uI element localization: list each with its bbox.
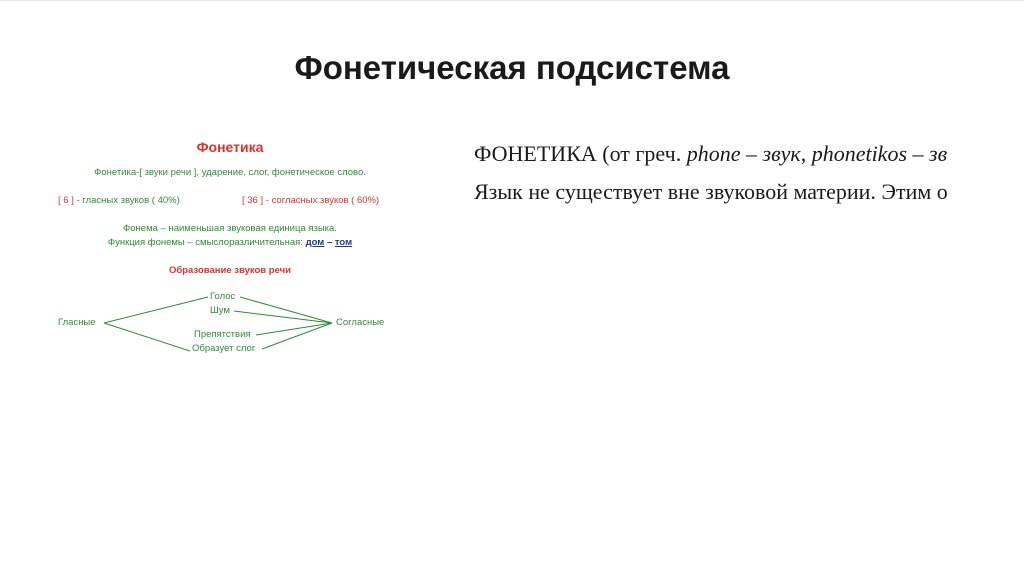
- vowels-count: [ 6 ]: [58, 195, 74, 206]
- example-word-2: том: [334, 237, 353, 248]
- vowels-text: - гласных звуков ( 40%): [76, 195, 180, 206]
- phoneme-function: [50, 237, 410, 248]
- feature-syllable: Образует слог: [192, 343, 256, 354]
- text-zvuk: звук: [762, 141, 801, 166]
- feature-noise: Шум: [210, 305, 230, 316]
- line-vowels-voice: [104, 297, 208, 323]
- line-noise-consonants: [234, 311, 332, 323]
- feature-voice: Голос: [210, 291, 236, 302]
- example-word-1: дом: [305, 237, 325, 248]
- formation-heading: Образование звуков речи: [169, 265, 291, 276]
- consonants-label: Согласные: [336, 317, 385, 328]
- text-phone: phone: [686, 141, 741, 166]
- consonants-text: - согласных звуков ( 60%): [265, 195, 380, 206]
- line-vowels-syllable: [104, 323, 190, 351]
- text-line-1: [474, 135, 1024, 173]
- consonants-stat: [242, 195, 379, 206]
- line-syllable-consonants: [262, 323, 332, 349]
- line-voice-consonants: [240, 297, 332, 323]
- example-separator: –: [326, 237, 333, 248]
- text-dash-1: –: [740, 141, 763, 166]
- feature-obstacle: Препятствия: [194, 329, 251, 340]
- text-dash-2: –: [907, 141, 930, 166]
- vowels-stat: [58, 195, 180, 206]
- consonants-count: [ 36 ]: [242, 195, 264, 206]
- phonetics-figure: [50, 131, 410, 371]
- figure-heading: Фонетика: [196, 139, 264, 155]
- slide-title: Фонетическая подсистема: [294, 49, 730, 86]
- vowels-label: Гласные: [58, 317, 96, 328]
- text-comma: ,: [800, 141, 812, 166]
- body-text: [474, 135, 1024, 211]
- phoneme-definition: Фонема – наименьшая звуковая единица языка.: [123, 223, 337, 234]
- text-line-1-prefix: ФОНЕТИКА (от греч.: [474, 141, 687, 166]
- phonetics-definition: Фонетика-[ звуки речи ], ударение, слог, фонетическое слово.: [94, 167, 366, 178]
- line-obstacle-consonants: [256, 323, 332, 335]
- text-line-2: Язык не существует вне звуковой материи. Этим о: [474, 179, 948, 204]
- text-cut: зв: [929, 141, 948, 166]
- phoneme-function-prefix: Функция фонемы – смыслоразличительная:: [107, 237, 303, 248]
- text-phonetikos: phonetikos: [811, 141, 908, 166]
